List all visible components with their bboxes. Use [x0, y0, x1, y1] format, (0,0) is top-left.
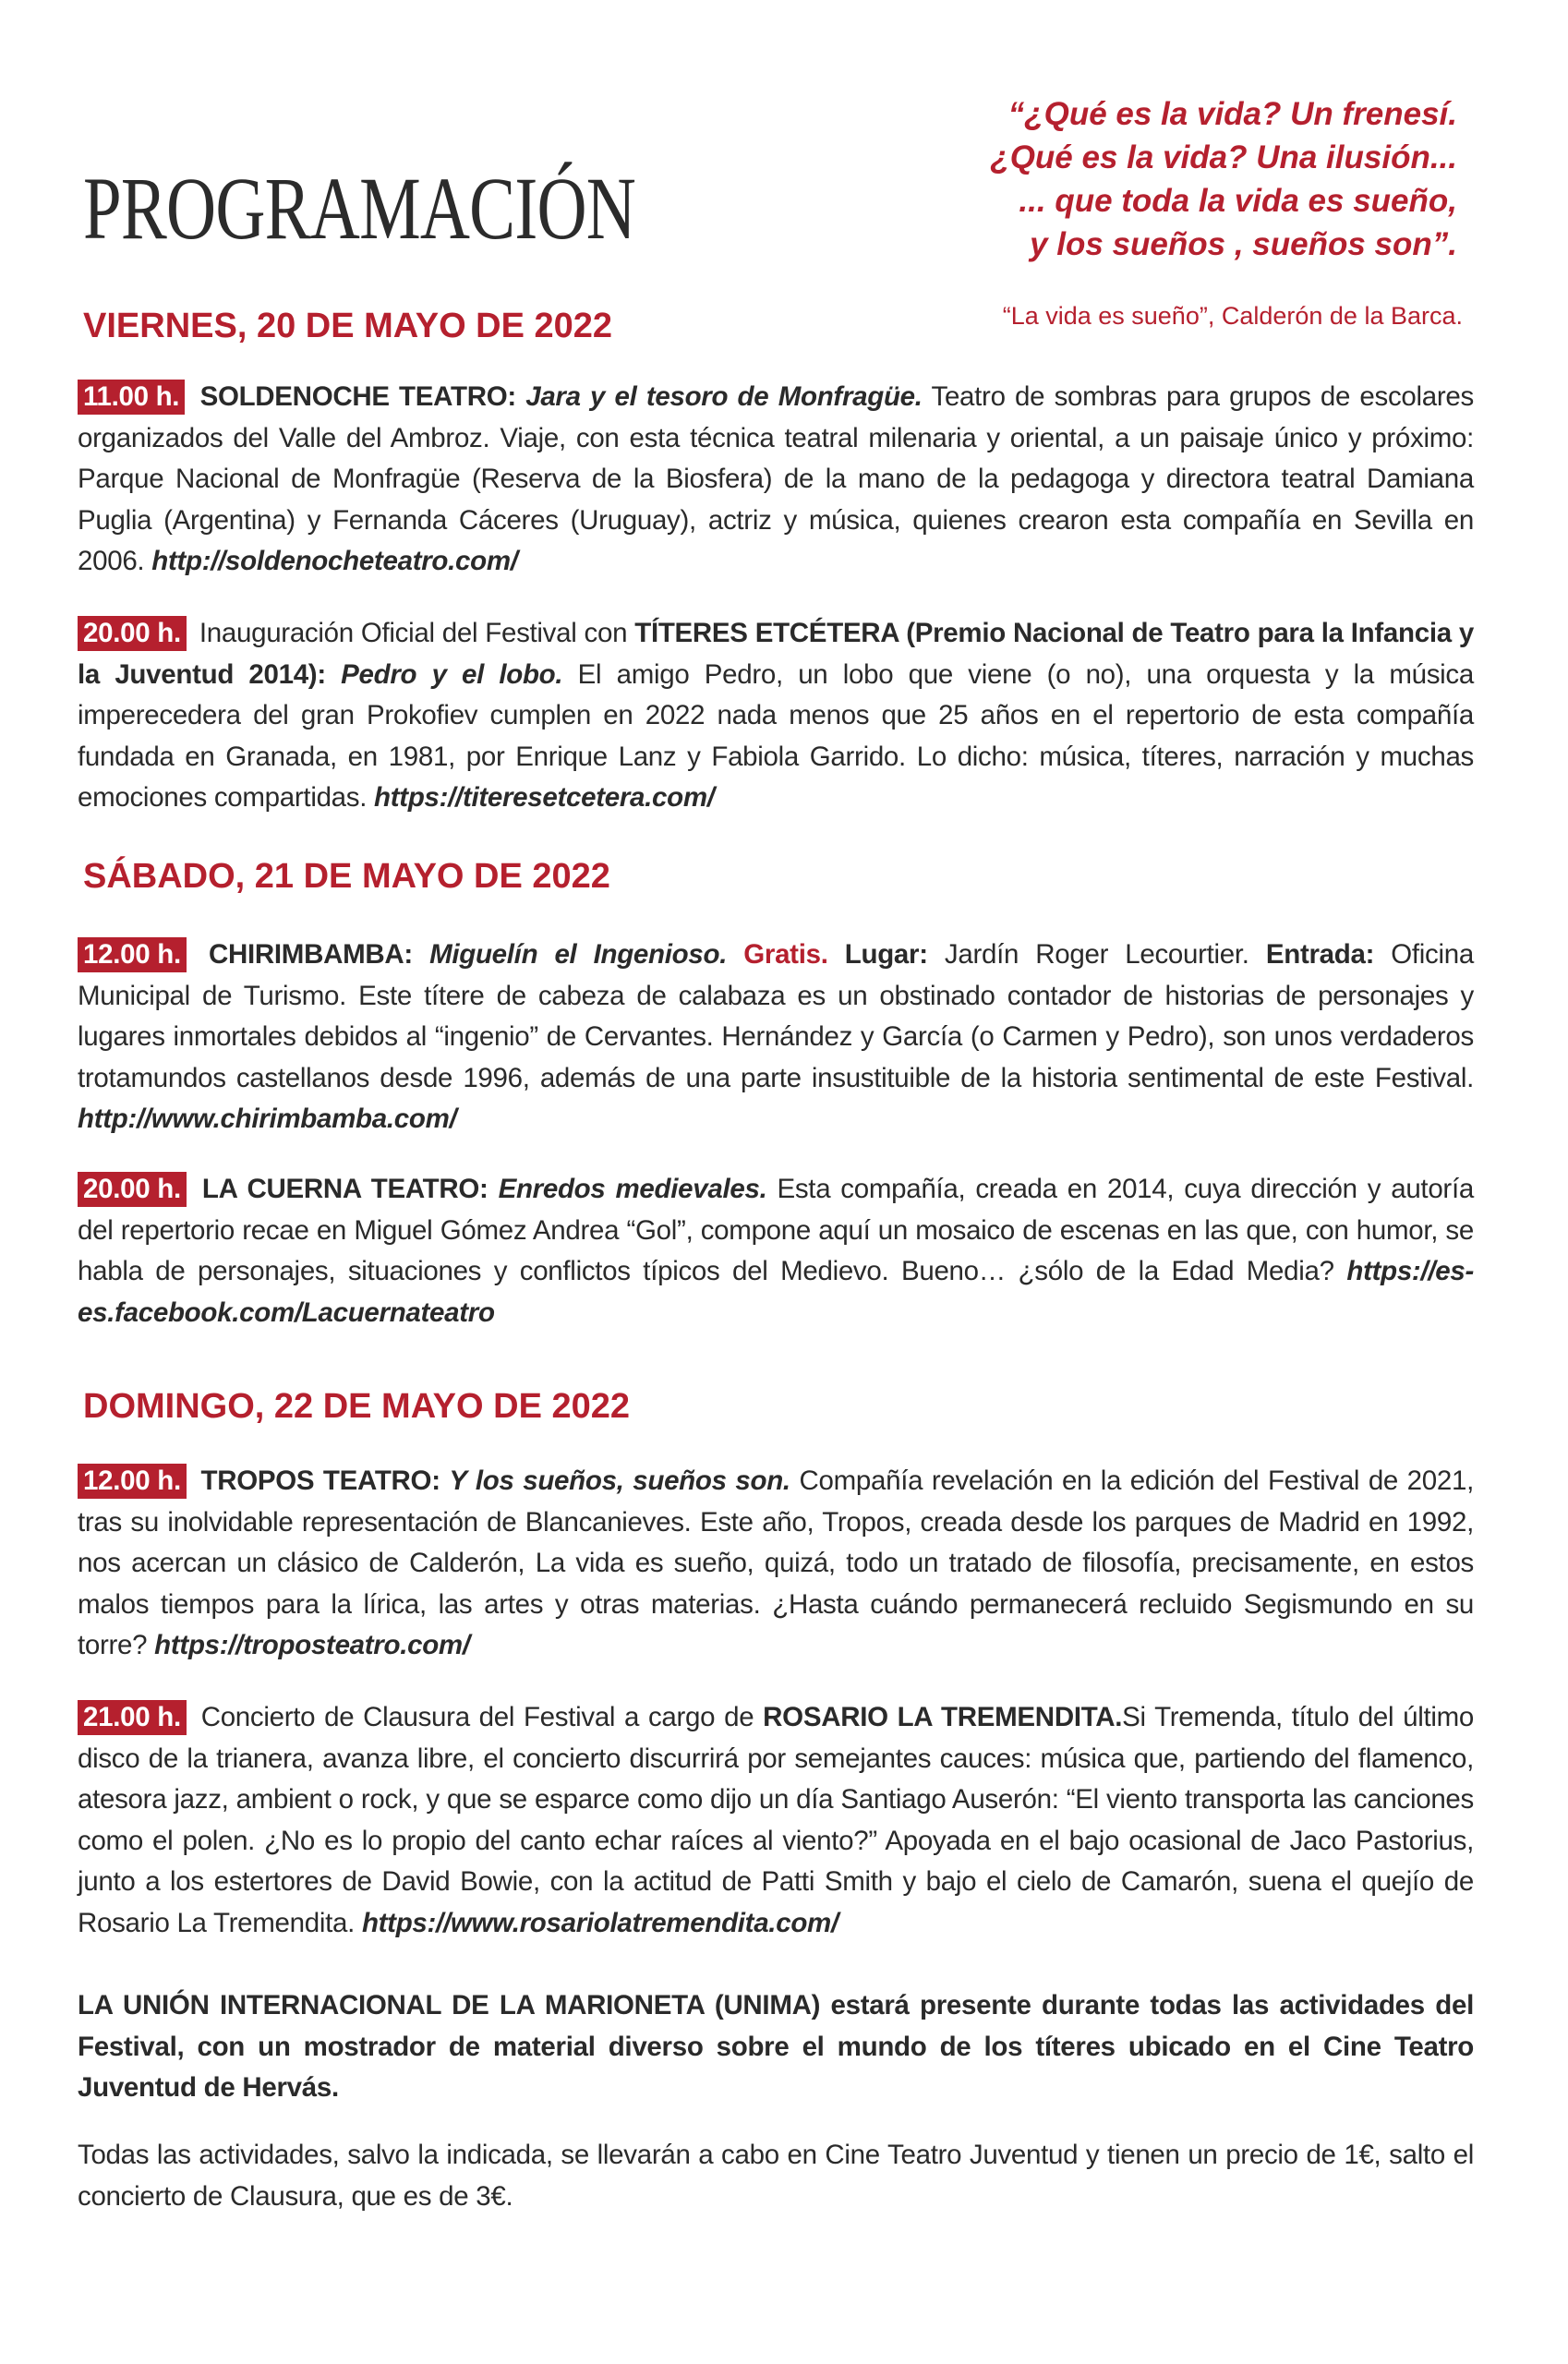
- page-title: PROGRAMACIÓN: [83, 159, 636, 258]
- event-link[interactable]: https://es-es.facebook.com/Lacuernateatro: [78, 1256, 1474, 1328]
- event-rosario-la-tremendita: [78, 1697, 1474, 1944]
- unima-notice: LA UNIÓN INTERNACIONAL DE LA MARIONETA (UNIMA) estará presente durante todas las actividades del Festival, con un mostrador de material diverso sobre el mundo de los títeres ubicado en el Cine Teatro Juventud de Hervás.: [78, 1990, 1474, 2103]
- event-description: Esta compañía, creada en 2014, cuya dirección y autoría del repertorio recae en Miguel Gómez Andrea “Gol”, compone aquí un mosaico de escenas en las que, con humor, se habla de personajes, situaciones y conflictos típicos del Medievo. Bueno… ¿sólo de la Edad Media?: [78, 1174, 1474, 1286]
- event-description: El amigo Pedro, un lobo que viene (o no), una orquesta y la música imperecedera del gran Prokofiev cumplen en 2022 nada menos que 25 años en el repertorio de esta compañía fundada en Granada, en 1981, por Enrique Lanz y Fabiola Garrido. Lo dicho: música, títeres, narración y muchas emociones compartidas.: [78, 658, 1474, 813]
- place-value: Jardín Roger Lecourtier.: [944, 939, 1249, 970]
- event-description: Este títere de cabeza de calabaza es un obstinado contador de historias de personajes y lugares inmortales debidos al “ingenio” de Cervantes. Hernández y García (o Carmen y Pedro), son unos verdaderos trotamundos castellanos desde 1996, además de una parte insustituible de la historia sentimental de este Festival.: [78, 980, 1474, 1093]
- quote-line: ... que toda la vida es sueño,: [1019, 183, 1457, 219]
- event-intro: Concierto de Clausura del Festival a cargo de: [200, 1702, 754, 1732]
- day-heading-saturday: SÁBADO, 21 DE MAYO DE 2022: [83, 857, 610, 896]
- event-time: 20.00 h.: [78, 1172, 187, 1207]
- event-show-title: Pedro y el lobo.: [341, 658, 563, 690]
- free-label: Gratis.: [743, 939, 828, 970]
- price-notice: Todas las actividades, salvo la indicada, se llevarán a cabo en Cine Teatro Juventud y tienen un precio de 1€, salto el concierto de Clausura, que es de 3€.: [78, 2140, 1474, 2212]
- epigraph-quote: [903, 92, 1457, 266]
- event-show-title: Jara y el tesoro de Monfragüe.: [525, 381, 923, 412]
- event-company: TROPOS TEATRO:: [200, 1465, 440, 1496]
- event-company: CHIRIMBAMBA:: [209, 939, 413, 970]
- event-time: 12.00 h.: [78, 937, 187, 972]
- event-description: Si Tremenda, título del último disco de la trianera, avanza libre, el concierto discurrirá por semejantes cauces: música que, partiendo del flamenco, atesora jazz, ambient o rock, y que se esparce como dijo un día Santiago Auserón: “El viento transporta las canciones como el polen. ¿No es lo propio del canto echar raíces al viento?” Apoyada en el bajo ocasional de Jaco Pastorius, junto a los estertores de David Bowie, con la actitud de Patti Smith y bajo el cielo de Camarón, suena el quejío de Rosario La Tremendita.: [78, 1702, 1474, 1938]
- event-show-title: Miguelín el Ingenioso.: [429, 939, 728, 970]
- quote-line: ¿Qué es la vida? Una ilusión...: [990, 139, 1457, 175]
- event-time: 20.00 h.: [78, 616, 187, 651]
- event-company: LA CUERNA TEATRO:: [201, 1174, 488, 1204]
- event-link[interactable]: http://www.chirimbamba.com/: [78, 1104, 457, 1134]
- day-heading-friday: VIERNES, 20 DE MAYO DE 2022: [83, 307, 613, 345]
- event-intro: Inauguración Oficial del Festival con: [199, 618, 628, 648]
- event-description: Teatro de sombras para grupos de escolares organizados del Valle del Ambroz. Viaje, con esta técnica teatral milenaria y oriental, a un paisaje único y próximo: Parque Nacional de Monfragüe (Reserva de la Biosfera) de la mano de la pedagoga y directora teatral Damiana Puglia (Argentina) y Fernanda Cáceres (Uruguay), actriz y música, quienes crearon esta compañía en Sevilla en 2006.: [78, 381, 1474, 576]
- event-titeres-etcetera: [78, 613, 1474, 819]
- event-link[interactable]: https://troposteatro.com/: [154, 1630, 470, 1660]
- event-description: Compañía revelación en la edición del Festival de 2021, tras su inolvidable representación de Blancanieves. Este año, Tropos, creada desde los parques de Madrid en 1992, nos acercan un clásico de Calderón, La vida es sueño, quizá, todo un tratado de filosofía, precisamente, en estos malos tiempos para la lírica, las artes y otras materias. ¿Hasta cuándo permanecerá recluido Segismundo en su torre?: [78, 1465, 1475, 1660]
- quote-source: “La vida es sueño”, Calderón de la Barca.: [1002, 302, 1463, 330]
- event-time: 12.00 h.: [78, 1464, 187, 1499]
- event-chirimbamba: [78, 935, 1474, 1140]
- entry-value: Oficina Municipal de Turismo.: [78, 939, 1474, 1011]
- event-company: TÍTERES ETCÉTERA (Premio Nacional de Teatro para la Infancia y la Juventud 2014):: [78, 618, 1474, 690]
- place-label: Lugar:: [844, 939, 928, 970]
- event-show-title: Enredos medievales.: [498, 1174, 767, 1204]
- quote-line: y los sueños , sueños son”.: [1030, 226, 1457, 262]
- event-link[interactable]: https://www.rosariolatremendita.com/: [361, 1907, 838, 1938]
- event-link[interactable]: https://titeresetcetera.com/: [374, 782, 715, 813]
- event-tropos: [78, 1461, 1474, 1667]
- event-show-title: Y los sueños, sueños son.: [449, 1465, 790, 1496]
- event-link[interactable]: http://soldenocheteatro.com/: [151, 546, 518, 576]
- event-company: ROSARIO LA TREMENDITA.: [763, 1702, 1123, 1732]
- event-time: 21.00 h.: [78, 1700, 187, 1735]
- event-time: 11.00 h.: [78, 380, 185, 415]
- quote-line: “¿Qué es la vida? Un frenesí.: [1007, 96, 1457, 132]
- event-company: SOLDENOCHE TEATRO:: [199, 381, 516, 412]
- event-soldenoche: [78, 377, 1474, 583]
- event-la-cuerna: [78, 1169, 1474, 1333]
- day-heading-sunday: DOMINGO, 22 DE MAYO DE 2022: [83, 1387, 631, 1426]
- entry-label: Entrada:: [1265, 939, 1375, 970]
